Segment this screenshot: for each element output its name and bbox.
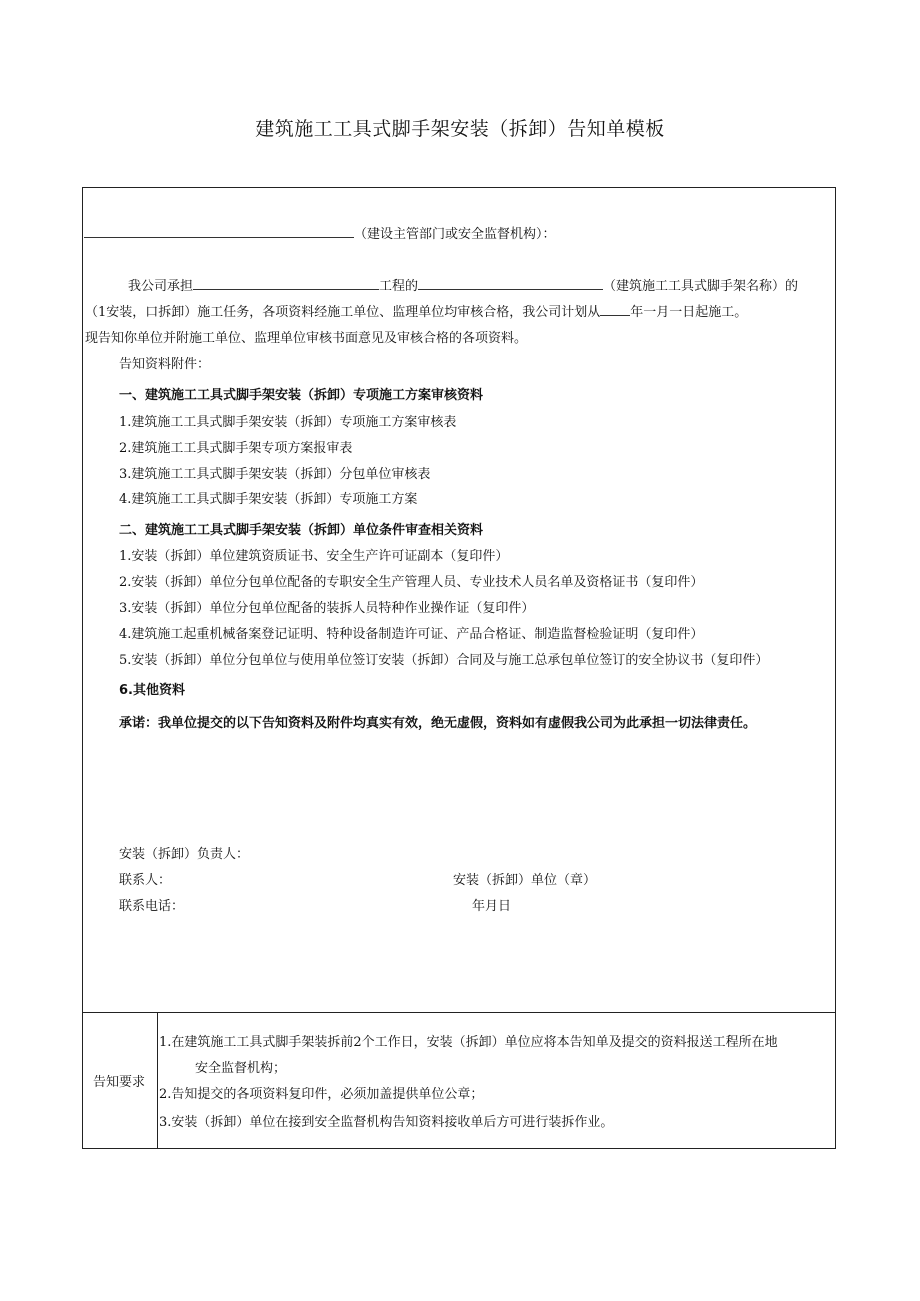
intro-text-5: 年一月一日起施工。 xyxy=(630,305,748,320)
pledge-statement: 承诺：我单位提交的以下告知资料及附件均真实有效，绝无虚假，资料如有虚假我公司为此承担一切法律责任。 xyxy=(119,716,757,731)
project-blank[interactable] xyxy=(418,277,603,290)
requirements-divider xyxy=(83,1012,835,1013)
section1-item: 1.建筑施工工具式脚手架安装（拆卸）专项施工方案审核表 xyxy=(119,415,457,430)
intro-line-1 xyxy=(128,277,798,296)
addressee-line xyxy=(84,225,556,244)
page-title: 建筑施工工具式脚手架安装（拆卸）告知单模板 xyxy=(255,118,665,140)
section1-item: 3.建筑施工工具式脚手架安装（拆卸）分包单位审核表 xyxy=(119,467,431,482)
section2-item: 2.安装（拆卸）单位分包单位配备的专职安全生产管理人员、专业技术人员名单及资格证书（复印件） xyxy=(119,575,704,590)
requirement-item: 2.告知提交的各项资料复印件，必须加盖提供单位公章； xyxy=(159,1087,484,1102)
intro-line-3: 现告知你单位并附施工单位、监理单位审核书面意见及审核合格的各项资料。 xyxy=(85,331,528,346)
unit-seal-label: 安装（拆卸）单位（章） xyxy=(453,873,597,888)
intro-text-2: 工程的 xyxy=(379,279,419,294)
intro-text-3: （建筑施工工具式脚手架名称）的 xyxy=(603,279,799,294)
signature-date-label: 年月日 xyxy=(472,899,512,914)
responsible-person-label: 安装（拆卸）负责人： xyxy=(119,847,250,862)
addressee-blank[interactable] xyxy=(84,225,354,238)
intro-text-1: 我公司承担 xyxy=(128,279,194,294)
intro-text-4: （1安装，口拆卸）施工任务，各项资料经施工单位、监理单位均审核合格，我公司计划从 xyxy=(85,305,601,320)
intro-line-2 xyxy=(85,303,747,322)
section2-item: 3.安装（拆卸）单位分包单位配备的装拆人员特种作业操作证（复印件） xyxy=(119,601,535,616)
section2-item: 5.安装（拆卸）单位分包单位与使用单位签订安装（拆卸）合同及与施工总承包单位签订的安全协议书（复印件） xyxy=(119,653,769,668)
requirement-item-continued: 安全监督机构； xyxy=(195,1061,287,1076)
contact-person-label: 联系人： xyxy=(119,873,172,888)
addressee-label: （建设主管部门或安全监督机构）： xyxy=(354,227,556,242)
requirements-label: 告知要求 xyxy=(93,1075,146,1090)
contact-phone-label: 联系电话： xyxy=(119,899,185,914)
attachments-label: 告知资料附件： xyxy=(119,357,211,372)
requirements-column-divider xyxy=(157,1012,158,1149)
requirement-item: 1.在建筑施工工具式脚手架装拆前2个工作日，安装（拆卸）单位应将本告知单及提交的资料报送工程所在地 xyxy=(159,1035,778,1050)
requirement-item: 3.安装（拆卸）单位在接到安全监督机构告知资料接收单后方可进行装拆作业。 xyxy=(159,1115,614,1130)
year-blank[interactable] xyxy=(600,303,630,316)
section2-item: 4.建筑施工起重机械备案登记证明、特种设备制造许可证、产品合格证、制造监督检验证明（复印件） xyxy=(119,627,704,642)
section1-heading: 一、建筑施工工具式脚手架安装（拆卸）专项施工方案审核资料 xyxy=(119,388,484,403)
company-blank[interactable] xyxy=(193,277,379,290)
section2-item: 1.安装（拆卸）单位建筑资质证书、安全生产许可证副本（复印件） xyxy=(119,549,509,564)
section1-item: 4.建筑施工工具式脚手架安装（拆卸）专项施工方案 xyxy=(119,492,418,507)
section1-item: 2.建筑施工工具式脚手架专项方案报审表 xyxy=(119,441,353,456)
section2-heading: 二、建筑施工工具式脚手架安装（拆卸）单位条件审查相关资料 xyxy=(119,523,484,538)
notification-form xyxy=(82,187,836,1149)
other-materials: 6.其他资料 xyxy=(119,683,185,698)
